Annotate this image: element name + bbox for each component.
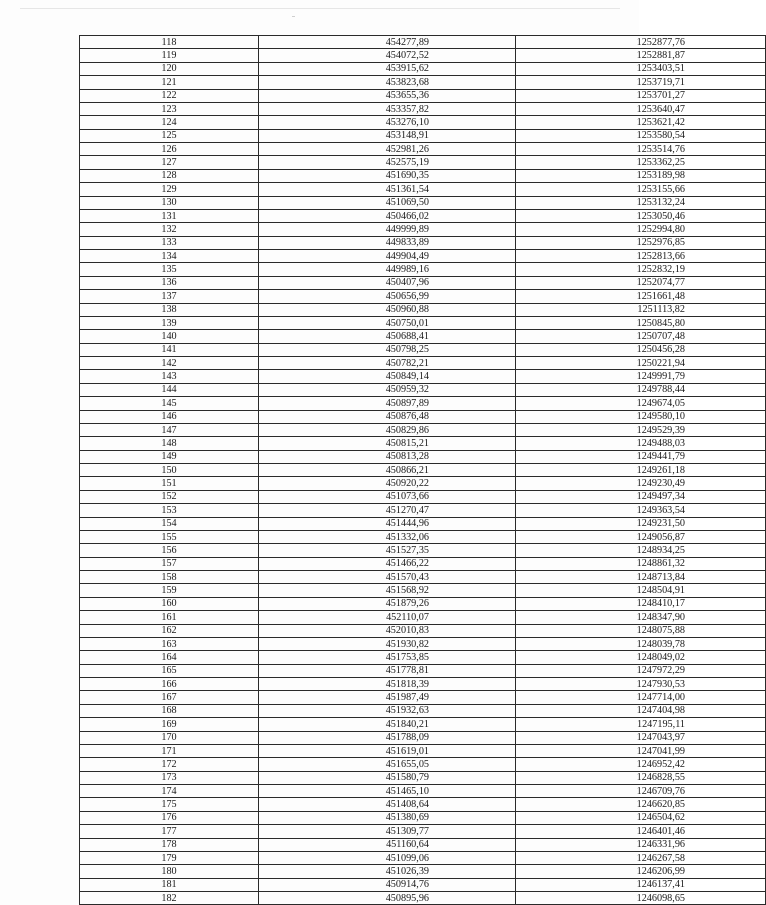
table-row [80,357,766,370]
y-coordinate-cell: 1246828,55 [516,771,766,784]
x-coordinate-cell: 451099,06 [259,851,516,864]
table-row [80,691,766,704]
x-coordinate-cell: 451570,43 [259,571,516,584]
table-row [80,731,766,744]
y-coordinate-cell: 1246401,46 [516,825,766,838]
table-row [80,236,766,249]
point-number-cell: 162 [80,624,259,637]
point-number-cell: 142 [80,357,259,370]
table-row [80,771,766,784]
table-row [80,785,766,798]
point-number-cell: 136 [80,276,259,289]
x-coordinate-cell: 452010,83 [259,624,516,637]
table-row [80,530,766,543]
x-coordinate-cell: 451270,47 [259,504,516,517]
point-number-cell: 172 [80,758,259,771]
x-coordinate-cell: 453357,82 [259,102,516,115]
point-number-cell: 123 [80,102,259,115]
y-coordinate-cell: 1246098,65 [516,892,766,905]
table-row [80,250,766,263]
point-number-cell: 153 [80,504,259,517]
y-coordinate-cell: 1249056,87 [516,530,766,543]
y-coordinate-cell: 1250845,80 [516,316,766,329]
y-coordinate-cell: 1253514,76 [516,143,766,156]
table-row [80,678,766,691]
point-number-cell: 155 [80,530,259,543]
point-number-cell: 178 [80,838,259,851]
table-row [80,504,766,517]
x-coordinate-cell: 450656,99 [259,290,516,303]
y-coordinate-cell: 1247195,11 [516,718,766,731]
y-coordinate-cell: 1252832,19 [516,263,766,276]
point-number-cell: 166 [80,678,259,691]
y-coordinate-cell: 1246504,62 [516,811,766,824]
x-coordinate-cell: 451619,01 [259,744,516,757]
y-coordinate-cell: 1252881,87 [516,49,766,62]
x-coordinate-cell: 450876,48 [259,410,516,423]
x-coordinate-cell: 453823,68 [259,76,516,89]
x-coordinate-cell: 452110,07 [259,611,516,624]
table-row [80,116,766,129]
x-coordinate-cell: 451580,79 [259,771,516,784]
table-row [80,744,766,757]
x-coordinate-cell: 449999,89 [259,223,516,236]
table-row [80,437,766,450]
table-row [80,718,766,731]
x-coordinate-cell: 450920,22 [259,477,516,490]
x-coordinate-cell: 450407,96 [259,276,516,289]
table-row [80,624,766,637]
x-coordinate-cell: 450813,28 [259,450,516,463]
table-row [80,209,766,222]
x-coordinate-cell: 451444,96 [259,517,516,530]
y-coordinate-cell: 1252877,76 [516,36,766,49]
point-number-cell: 138 [80,303,259,316]
x-coordinate-cell: 451527,35 [259,544,516,557]
y-coordinate-cell: 1247041,99 [516,744,766,757]
y-coordinate-cell: 1252813,66 [516,250,766,263]
table-row [80,584,766,597]
y-coordinate-cell: 1249788,44 [516,383,766,396]
point-number-cell: 146 [80,410,259,423]
y-coordinate-cell: 1247404,98 [516,704,766,717]
point-number-cell: 139 [80,316,259,329]
y-coordinate-cell: 1253621,42 [516,116,766,129]
y-coordinate-cell: 1253701,27 [516,89,766,102]
point-number-cell: 144 [80,383,259,396]
point-number-cell: 176 [80,811,259,824]
table-row [80,838,766,851]
table-row [80,183,766,196]
point-number-cell: 127 [80,156,259,169]
point-number-cell: 148 [80,437,259,450]
scan-mark [292,16,295,17]
y-coordinate-cell: 1253132,24 [516,196,766,209]
y-coordinate-cell: 1250707,48 [516,330,766,343]
table-row [80,464,766,477]
x-coordinate-cell: 450815,21 [259,437,516,450]
point-number-cell: 174 [80,785,259,798]
table-row [80,223,766,236]
y-coordinate-cell: 1249488,03 [516,437,766,450]
point-number-cell: 157 [80,557,259,570]
table-row [80,129,766,142]
x-coordinate-cell: 451361,54 [259,183,516,196]
table-row [80,76,766,89]
table-row [80,892,766,905]
x-coordinate-cell: 450782,21 [259,357,516,370]
y-coordinate-cell: 1250456,28 [516,343,766,356]
point-number-cell: 118 [80,36,259,49]
table-row [80,370,766,383]
y-coordinate-cell: 1249441,79 [516,450,766,463]
y-coordinate-cell: 1249497,34 [516,490,766,503]
table-row [80,517,766,530]
point-number-cell: 122 [80,89,259,102]
x-coordinate-cell: 451690,35 [259,169,516,182]
table-row [80,704,766,717]
y-coordinate-cell: 1246331,96 [516,838,766,851]
x-coordinate-cell: 451778,81 [259,664,516,677]
scan-edge-line [20,8,620,9]
y-coordinate-cell: 1248861,32 [516,557,766,570]
y-coordinate-cell: 1246620,85 [516,798,766,811]
table-row [80,571,766,584]
table-row [80,143,766,156]
point-number-cell: 154 [80,517,259,530]
point-number-cell: 179 [80,851,259,864]
point-number-cell: 159 [80,584,259,597]
table-row [80,263,766,276]
point-number-cell: 121 [80,76,259,89]
table-row [80,89,766,102]
x-coordinate-cell: 451818,39 [259,678,516,691]
x-coordinate-cell: 451753,85 [259,651,516,664]
table-row [80,851,766,864]
point-number-cell: 180 [80,865,259,878]
x-coordinate-cell: 450466,02 [259,209,516,222]
point-number-cell: 156 [80,544,259,557]
x-coordinate-cell: 450829,86 [259,423,516,436]
x-coordinate-cell: 451069,50 [259,196,516,209]
point-number-cell: 133 [80,236,259,249]
x-coordinate-cell: 450895,96 [259,892,516,905]
point-number-cell: 126 [80,143,259,156]
table-row [80,611,766,624]
y-coordinate-cell: 1249231,50 [516,517,766,530]
table-row [80,290,766,303]
table-row [80,410,766,423]
point-number-cell: 173 [80,771,259,784]
x-coordinate-cell: 454277,89 [259,36,516,49]
table-row [80,544,766,557]
y-coordinate-cell: 1248075,88 [516,624,766,637]
x-coordinate-cell: 451788,09 [259,731,516,744]
point-number-cell: 132 [80,223,259,236]
point-number-cell: 165 [80,664,259,677]
point-number-cell: 161 [80,611,259,624]
y-coordinate-cell: 1248934,25 [516,544,766,557]
y-coordinate-cell: 1253155,66 [516,183,766,196]
x-coordinate-cell: 451380,69 [259,811,516,824]
point-number-cell: 145 [80,397,259,410]
point-number-cell: 119 [80,49,259,62]
table-row [80,62,766,75]
x-coordinate-cell: 453276,10 [259,116,516,129]
point-number-cell: 147 [80,423,259,436]
y-coordinate-cell: 1249580,10 [516,410,766,423]
point-number-cell: 120 [80,62,259,75]
x-coordinate-cell: 453915,62 [259,62,516,75]
y-coordinate-cell: 1250221,94 [516,357,766,370]
point-number-cell: 125 [80,129,259,142]
point-number-cell: 175 [80,798,259,811]
x-coordinate-cell: 451160,64 [259,838,516,851]
x-coordinate-cell: 451026,39 [259,865,516,878]
x-coordinate-cell: 449904,49 [259,250,516,263]
x-coordinate-cell: 451408,64 [259,798,516,811]
y-coordinate-cell: 1249529,39 [516,423,766,436]
table-row [80,316,766,329]
point-number-cell: 160 [80,597,259,610]
table-row [80,383,766,396]
y-coordinate-cell: 1248713,84 [516,571,766,584]
table-row [80,798,766,811]
point-number-cell: 164 [80,651,259,664]
x-coordinate-cell: 450866,21 [259,464,516,477]
x-coordinate-cell: 450798,25 [259,343,516,356]
y-coordinate-cell: 1253189,98 [516,169,766,182]
y-coordinate-cell: 1246137,41 [516,878,766,891]
y-coordinate-cell: 1249230,49 [516,477,766,490]
y-coordinate-cell: 1253050,46 [516,209,766,222]
point-number-cell: 150 [80,464,259,477]
y-coordinate-cell: 1247930,53 [516,678,766,691]
table-row [80,36,766,49]
x-coordinate-cell: 451073,66 [259,490,516,503]
x-coordinate-cell: 451332,06 [259,530,516,543]
point-number-cell: 137 [80,290,259,303]
point-number-cell: 163 [80,637,259,650]
x-coordinate-cell: 451987,49 [259,691,516,704]
y-coordinate-cell: 1253362,25 [516,156,766,169]
y-coordinate-cell: 1246952,42 [516,758,766,771]
y-coordinate-cell: 1251113,82 [516,303,766,316]
y-coordinate-cell: 1249363,54 [516,504,766,517]
y-coordinate-cell: 1248039,78 [516,637,766,650]
y-coordinate-cell: 1249991,79 [516,370,766,383]
y-coordinate-cell: 1246206,99 [516,865,766,878]
table-row [80,196,766,209]
y-coordinate-cell: 1252994,80 [516,223,766,236]
table-row [80,477,766,490]
point-number-cell: 168 [80,704,259,717]
table-row [80,169,766,182]
x-coordinate-cell: 450897,89 [259,397,516,410]
y-coordinate-cell: 1251661,48 [516,290,766,303]
x-coordinate-cell: 451465,10 [259,785,516,798]
x-coordinate-cell: 450688,41 [259,330,516,343]
y-coordinate-cell: 1246267,58 [516,851,766,864]
table-row [80,49,766,62]
y-coordinate-cell: 1247972,29 [516,664,766,677]
table-row [80,637,766,650]
point-number-cell: 141 [80,343,259,356]
point-number-cell: 171 [80,744,259,757]
point-number-cell: 135 [80,263,259,276]
point-number-cell: 124 [80,116,259,129]
x-coordinate-cell: 451879,26 [259,597,516,610]
x-coordinate-cell: 451466,22 [259,557,516,570]
y-coordinate-cell: 1247043,97 [516,731,766,744]
y-coordinate-cell: 1253580,54 [516,129,766,142]
table-row [80,664,766,677]
point-number-cell: 170 [80,731,259,744]
table-row [80,450,766,463]
y-coordinate-cell: 1253640,47 [516,102,766,115]
table-row [80,490,766,503]
table-row [80,330,766,343]
table-row [80,878,766,891]
y-coordinate-cell: 1248410,17 [516,597,766,610]
table-row [80,557,766,570]
table-row [80,343,766,356]
point-number-cell: 130 [80,196,259,209]
point-number-cell: 140 [80,330,259,343]
point-number-cell: 143 [80,370,259,383]
x-coordinate-cell: 450914,76 [259,878,516,891]
x-coordinate-cell: 451309,77 [259,825,516,838]
x-coordinate-cell: 453148,91 [259,129,516,142]
y-coordinate-cell: 1252976,85 [516,236,766,249]
table-row [80,303,766,316]
x-coordinate-cell: 451655,05 [259,758,516,771]
point-number-cell: 129 [80,183,259,196]
x-coordinate-cell: 453655,36 [259,89,516,102]
x-coordinate-cell: 450959,32 [259,383,516,396]
point-number-cell: 134 [80,250,259,263]
coordinates-table-body [80,36,766,905]
table-row [80,156,766,169]
y-coordinate-cell: 1253719,71 [516,76,766,89]
table-row [80,597,766,610]
point-number-cell: 151 [80,477,259,490]
table-row [80,276,766,289]
table-row [80,758,766,771]
point-number-cell: 177 [80,825,259,838]
x-coordinate-cell: 454072,52 [259,49,516,62]
table-row [80,811,766,824]
x-coordinate-cell: 449833,89 [259,236,516,249]
y-coordinate-cell: 1252074,77 [516,276,766,289]
table-row [80,102,766,115]
x-coordinate-cell: 450750,01 [259,316,516,329]
table-row [80,423,766,436]
point-number-cell: 181 [80,878,259,891]
point-number-cell: 158 [80,571,259,584]
x-coordinate-cell: 449989,16 [259,263,516,276]
coordinates-table [79,35,766,905]
point-number-cell: 128 [80,169,259,182]
x-coordinate-cell: 451840,21 [259,718,516,731]
point-number-cell: 131 [80,209,259,222]
point-number-cell: 149 [80,450,259,463]
x-coordinate-cell: 451930,82 [259,637,516,650]
table-row [80,651,766,664]
x-coordinate-cell: 452981,26 [259,143,516,156]
point-number-cell: 169 [80,718,259,731]
y-coordinate-cell: 1246709,76 [516,785,766,798]
y-coordinate-cell: 1248347,90 [516,611,766,624]
x-coordinate-cell: 450960,88 [259,303,516,316]
y-coordinate-cell: 1249261,18 [516,464,766,477]
y-coordinate-cell: 1248504,91 [516,584,766,597]
y-coordinate-cell: 1249674,05 [516,397,766,410]
point-number-cell: 152 [80,490,259,503]
table-row [80,397,766,410]
point-number-cell: 182 [80,892,259,905]
y-coordinate-cell: 1248049,02 [516,651,766,664]
y-coordinate-cell: 1247714,00 [516,691,766,704]
table-row [80,825,766,838]
x-coordinate-cell: 450849,14 [259,370,516,383]
x-coordinate-cell: 451568,92 [259,584,516,597]
x-coordinate-cell: 451932,63 [259,704,516,717]
x-coordinate-cell: 452575,19 [259,156,516,169]
table-row [80,865,766,878]
point-number-cell: 167 [80,691,259,704]
y-coordinate-cell: 1253403,51 [516,62,766,75]
